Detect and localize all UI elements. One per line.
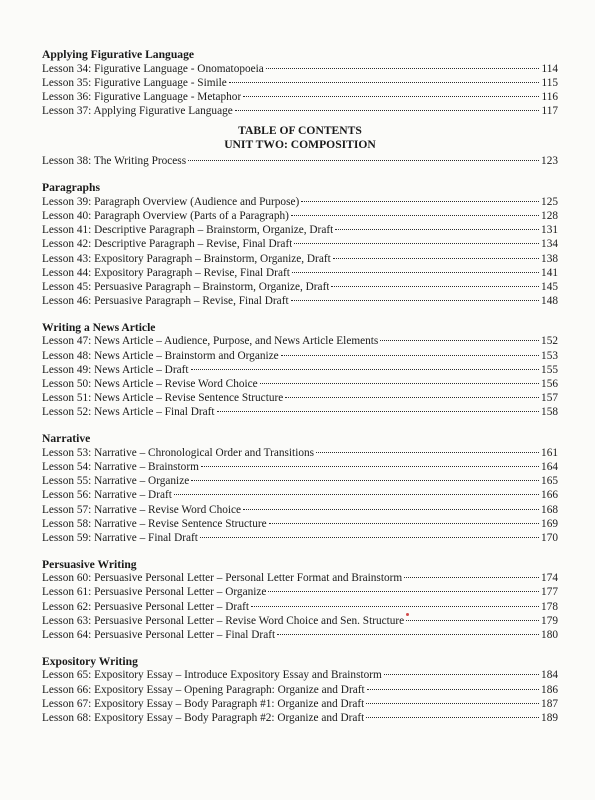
toc-entry-page: 184 [541, 669, 558, 682]
toc-entry-page: 178 [541, 600, 558, 613]
toc-entry [42, 223, 558, 237]
toc-entry [42, 628, 558, 642]
toc-entry [42, 600, 558, 614]
toc-entry-page: 170 [541, 531, 558, 544]
toc-entry-title: Lesson 46: Persuasive Paragraph – Revise, Final Draft [42, 295, 289, 308]
toc-entry [42, 668, 558, 682]
toc-entry-page: 166 [541, 489, 558, 502]
toc-entry-title: Lesson 40: Paragraph Overview (Parts of a Paragraph) [42, 209, 289, 222]
toc-entry [42, 76, 558, 90]
toc-entry-page: 134 [541, 238, 558, 251]
section-heading: Persuasive Writing [42, 557, 137, 571]
section-heading: Applying Figurative Language [42, 48, 195, 61]
toc-entry [42, 614, 558, 628]
toc-entry [42, 531, 558, 545]
toc-entry [42, 294, 558, 308]
dot-leader [294, 243, 539, 244]
toc-entry-page: 161 [541, 446, 558, 459]
toc-entry [42, 266, 558, 280]
toc-entry [42, 571, 558, 585]
toc-entry-title: Lesson 47: News Article – Audience, Purpose, and News Article Elements [42, 335, 379, 348]
toc-entry-title: Lesson 43: Expository Paragraph – Brainstorm, Organize, Draft [42, 252, 331, 265]
toc-entry-page: 180 [541, 629, 558, 642]
stray-mark [406, 613, 409, 616]
toc-entry [42, 363, 558, 377]
toc-entry [42, 711, 558, 725]
toc-entry [42, 474, 558, 488]
toc-entry [42, 237, 558, 251]
toc-header [42, 124, 558, 152]
toc-section [42, 558, 558, 643]
toc-entry-title: Lesson 39: Paragraph Overview (Audience and Purpose) [42, 195, 300, 208]
toc-entry-page: 138 [541, 252, 558, 265]
toc-entry-title: Lesson 68: Expository Essay – Body Paragraph #2: Organize and Draft [42, 711, 365, 724]
toc-entry-page: 158 [541, 406, 558, 419]
dot-leader [243, 96, 539, 97]
dot-leader [316, 452, 539, 453]
dot-leader [277, 634, 539, 635]
section-heading: Paragraphs [42, 181, 100, 195]
toc-entry [42, 349, 558, 363]
toc-entry [42, 517, 558, 531]
toc-entry-page: 114 [541, 62, 558, 75]
toc-entry-page: 189 [541, 711, 558, 724]
toc-entry-page: 153 [541, 349, 558, 362]
toc-page [42, 48, 558, 725]
toc-entry [42, 154, 558, 168]
toc-entry-title: Lesson 52: News Article – Final Draft [42, 406, 215, 419]
toc-entry [42, 280, 558, 294]
toc-entry [42, 90, 558, 104]
dot-leader [406, 620, 539, 621]
toc-entry-page: 117 [541, 105, 558, 118]
dot-leader [301, 201, 539, 202]
toc-entry [42, 195, 558, 209]
toc-entry-title: Lesson 61: Persuasive Personal Letter – Organize [42, 586, 267, 599]
toc-entry [42, 488, 558, 502]
toc-entry-title: Lesson 35: Figurative Language - Simile [42, 76, 227, 89]
toc-entry-page: 116 [541, 91, 558, 103]
toc-entry-title: Lesson 42: Descriptive Paragraph – Revise, Final Draft [42, 238, 293, 251]
toc-entry-page: 131 [541, 224, 558, 237]
dot-leader [174, 494, 539, 495]
dot-leader [191, 369, 540, 370]
toc-entry-page: 165 [541, 475, 558, 488]
toc-entry [42, 697, 558, 711]
toc-entry-page: 186 [541, 683, 558, 696]
dot-leader [201, 466, 539, 467]
toc-entry [42, 585, 558, 599]
dot-leader [292, 272, 539, 273]
toc-entry-page: 128 [541, 209, 558, 222]
toc-entry-title: Lesson 49: News Article – Draft [42, 363, 189, 376]
toc-entry-title: Lesson 53: Narrative – Chronological Order and Transitions [42, 446, 315, 459]
toc-entry-title: Lesson 58: Narrative – Revise Sentence Structure [42, 517, 267, 530]
toc-entry [42, 252, 558, 266]
standalone-section [42, 154, 558, 168]
toc-section [42, 655, 558, 725]
toc-entry-page: 148 [541, 295, 558, 308]
toc-entry-title: Lesson 65: Expository Essay – Introduce Expository Essay and Brainstorm [42, 669, 382, 682]
dot-leader [384, 674, 539, 675]
toc-entry-title: Lesson 54: Narrative – Brainstorm [42, 460, 199, 473]
toc-section [42, 181, 558, 308]
toc-entry-page: 152 [541, 335, 558, 348]
toc-entry [42, 377, 558, 391]
toc-entry-title: Lesson 51: News Article – Revise Sentence Structure [42, 392, 284, 405]
toc-entry-title: Lesson 57: Narrative – Revise Word Choice [42, 503, 242, 516]
toc-entry-title: Lesson 37: Applying Figurative Language [42, 105, 233, 118]
toc-entry-page: 168 [541, 503, 558, 516]
section-heading: Expository Writing [42, 654, 138, 668]
dot-leader [243, 509, 539, 510]
toc-entry [42, 405, 558, 419]
dot-leader [268, 591, 539, 592]
section-heading: Narrative [42, 432, 91, 446]
toc-entry-title: Lesson 44: Expository Paragraph – Revise, Final Draft [42, 266, 290, 279]
section-heading: Writing a News Article [42, 320, 156, 334]
toc-entry-page: 145 [541, 280, 558, 293]
toc-entry-page: 141 [541, 266, 558, 279]
dot-leader [285, 397, 539, 398]
toc-entry [42, 391, 558, 405]
toc-entry-page: 187 [541, 697, 558, 710]
toc-entry-page: 155 [541, 363, 558, 376]
toc-entry-title: Lesson 56: Narrative – Draft [42, 489, 172, 502]
toc-entry-title: Lesson 48: News Article – Brainstorm and Organize [42, 349, 279, 362]
toc-entry-title: Lesson 67: Expository Essay – Body Paragraph #1: Organize and Draft [42, 697, 365, 710]
toc-entry-page: 115 [541, 76, 558, 89]
dot-leader [200, 537, 539, 538]
toc-entry-page: 169 [541, 517, 558, 530]
dot-leader [235, 110, 540, 111]
dot-leader [260, 383, 539, 384]
toc-entry-title: Lesson 45: Persuasive Paragraph – Brainstorm, Organize, Draft [42, 280, 330, 293]
dot-leader [291, 300, 539, 301]
toc-entry [42, 209, 558, 223]
toc-entry-title: Lesson 38: The Writing Process [42, 155, 187, 168]
toc-entry-page: 179 [541, 614, 558, 627]
toc-entry-title: Lesson 34: Figurative Language - Onomatopoeia [42, 62, 264, 75]
dot-leader [331, 286, 539, 287]
toc-entry-title: Lesson 55: Narrative – Organize [42, 475, 190, 488]
toc-entry [42, 334, 558, 348]
dot-leader [217, 411, 539, 412]
toc-entry-page: 157 [541, 392, 558, 405]
section-applying-figurative-language [42, 48, 558, 118]
sections-container [42, 181, 558, 725]
dot-leader [269, 523, 539, 524]
dot-leader [281, 355, 539, 356]
dot-leader [404, 577, 539, 578]
dot-leader [367, 689, 539, 690]
dot-leader [188, 160, 539, 161]
toc-entry-title: Lesson 60: Persuasive Personal Letter – Personal Letter Format and Brainstorm [42, 572, 403, 585]
toc-entry [42, 503, 558, 517]
dot-leader [380, 340, 539, 341]
dot-leader [333, 258, 539, 259]
toc-entry-page: 156 [541, 378, 558, 391]
dot-leader [229, 82, 540, 83]
toc-entry-page: 125 [541, 195, 558, 208]
toc-entry-title: Lesson 64: Persuasive Personal Letter – Final Draft [42, 629, 276, 642]
dot-leader [366, 717, 539, 718]
toc-entry [42, 683, 558, 697]
dot-leader [266, 68, 540, 69]
toc-entry-title: Lesson 63: Persuasive Personal Letter – Revise Word Choice and Sen. Structure [42, 614, 405, 627]
dot-leader [335, 229, 539, 230]
dot-leader [251, 606, 539, 607]
toc-section [42, 432, 558, 545]
toc-entry [42, 104, 558, 118]
toc-entry [42, 62, 558, 76]
dot-leader [191, 480, 539, 481]
dot-leader [291, 215, 539, 216]
toc-entry-page: 164 [541, 460, 558, 473]
toc-entry-title: Lesson 59: Narrative – Final Draft [42, 531, 198, 544]
dot-leader [366, 703, 539, 704]
toc-entry-title: Lesson 66: Expository Essay – Opening Paragraph: Organize and Draft [42, 683, 365, 696]
toc-header-unit: UNIT TWO: COMPOSITION [224, 138, 376, 152]
toc-entry-title: Lesson 41: Descriptive Paragraph – Brainstorm, Organize, Draft [42, 224, 334, 237]
toc-entry [42, 460, 558, 474]
toc-entry-title: Lesson 50: News Article – Revise Word Choice [42, 378, 258, 391]
toc-header-title: TABLE OF CONTENTS [238, 124, 362, 138]
toc-entry-title: Lesson 62: Persuasive Personal Letter – Draft [42, 600, 250, 613]
toc-entry-page: 123 [541, 155, 558, 168]
toc-section [42, 321, 558, 420]
toc-entry [42, 446, 558, 460]
toc-entry-page: 177 [541, 586, 558, 599]
toc-entry-page: 174 [541, 572, 558, 585]
toc-entry-title: Lesson 36: Figurative Language - Metaphor [42, 91, 242, 103]
